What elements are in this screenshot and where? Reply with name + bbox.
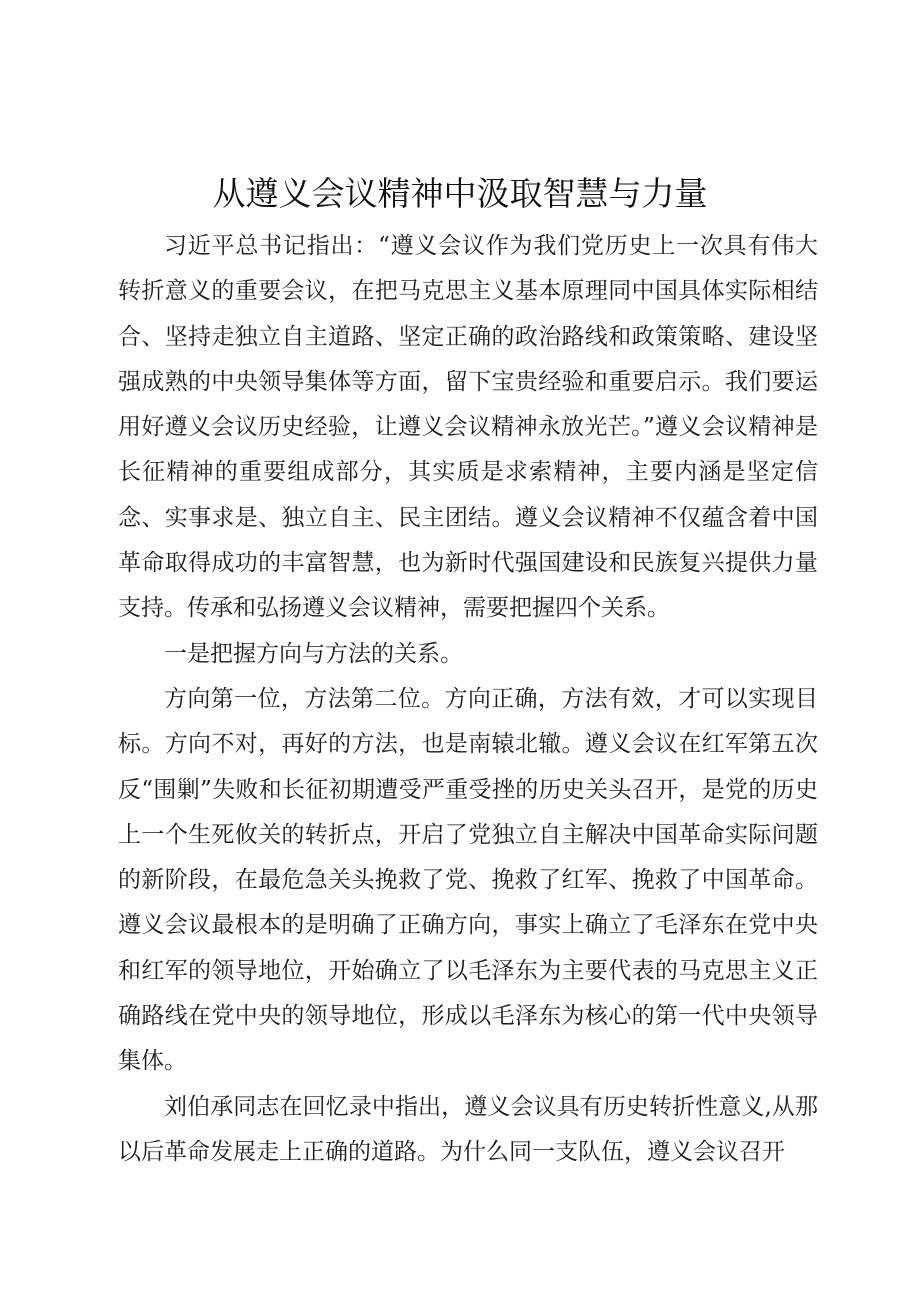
paragraph-intro: 习近平总书记指出：“遵义会议作为我们党历史上一次具有伟大转折意义的重要会议，在把马克思主义基本原理同中国具体实际相结合、坚持走独立自主道路、坚定正确的政治路线和政策策略、建设坚强成熟的中央领导集体等方面，留下宝贵经验和重要启示。我们要运用好遵义会议历史经验，让遵义会议精神永放光芒。”遵义会议精神是长征精神的重要组成部分，其实质是求索精神，主要内涵是坚定信念、实事求是、独立自主、民主团结。遵义会议精神不仅蕴含着中国革命取得成功的丰富智慧，也为新时代强国建设和民族复兴提供力量支持。传承和弘扬遵义会议精神，需要把握四个关系。 — [118, 233, 818, 622]
document-body — [118, 224, 818, 1175]
paragraph-liu-bocheng: 刘伯承同志在回忆录中指出，遵义会议具有历史转折性意义,从那以后革命发展走上正确的道路。为什么同一支队伍，遵义会议召开 — [118, 1093, 818, 1165]
document-title: 从遵义会议精神中汲取智慧与力量 — [212, 174, 708, 213]
paragraph-heading-one: 一是把握方向与方法的关系。 — [164, 640, 463, 667]
paragraph-direction-method: 方向第一位，方法第二位。方向正确，方法有效，才可以实现目标。方向不对，再好的方法，也是南辕北辙。遵义会议在红军第五次反“围剿”失败和长征初期遭受严重受挫的历史关头召开，是党的历史上一个生死攸关的转折点，开启了党独立自主解决中国革命实际问题的新阶段，在最危急关头挽救了党、挽救了红军、挽救了中国革命。遵义会议最根本的是明确了正确方向，事实上确立了毛泽东在党中央和红军的领导地位，开始确立了以毛泽东为主要代表的马克思主义正确路线在党中央的领导地位，形成以毛泽东为核心的第一代中央领导集体。 — [118, 685, 818, 1075]
